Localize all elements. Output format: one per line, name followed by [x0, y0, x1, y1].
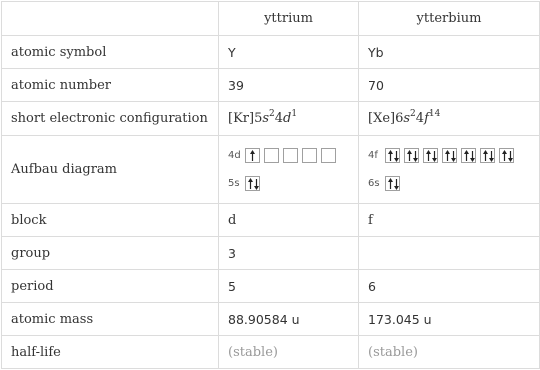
orbital-box: [245, 148, 260, 163]
orbital-box: [283, 148, 298, 163]
spin-up-arrow-icon: [388, 150, 393, 162]
table-row: [2, 204, 540, 237]
orbital-box: [499, 148, 514, 163]
spin-down-arrow-icon: [489, 150, 494, 162]
table-cell: 5: [219, 270, 359, 303]
table-cell: 70: [359, 69, 540, 102]
spin-up-arrow-icon: [483, 150, 488, 162]
config-core: [Xe]: [368, 111, 396, 126]
subshell-row: [368, 145, 530, 167]
subshell-label: 5s: [228, 178, 240, 189]
row-label: half-life: [2, 336, 219, 369]
orbital-box: [461, 148, 476, 163]
aufbau-diagram: [228, 145, 349, 195]
table-cell: [359, 237, 540, 270]
spin-down-arrow-icon: [413, 150, 418, 162]
table-row: [2, 270, 540, 303]
spin-down-arrow-icon: [432, 150, 437, 162]
table-cell: (stable): [219, 336, 359, 369]
subshell-label: 4d: [228, 150, 241, 161]
table-cell: 3: [219, 237, 359, 270]
spin-down-arrow-icon: [508, 150, 513, 162]
table-cell: 173.045 u: [359, 303, 540, 336]
table-cell: d: [219, 204, 359, 237]
row-label: period: [2, 270, 219, 303]
table-cell: f: [359, 204, 540, 237]
row-label: short electronic configuration: [2, 102, 219, 136]
table-row: [2, 102, 540, 136]
spin-down-arrow-icon: [470, 150, 475, 162]
spin-up-arrow-icon: [248, 178, 253, 190]
orbital-box: [480, 148, 495, 163]
config-core: [Kr]: [228, 111, 255, 126]
spin-down-arrow-icon: [394, 150, 399, 162]
table-cell: 6: [359, 270, 540, 303]
row-label: Aufbau diagram: [2, 136, 219, 204]
spin-down-arrow-icon: [451, 150, 456, 162]
spin-up-arrow-icon: [388, 178, 393, 190]
element-comparison-table: [1, 1, 540, 369]
subshell-row: [368, 173, 530, 195]
spin-up-arrow-icon: [426, 150, 431, 162]
orbital-box: [302, 148, 317, 163]
table-row: [2, 69, 540, 102]
table-cell: 39: [219, 69, 359, 102]
table-cell: Y: [219, 36, 359, 69]
spin-up-arrow-icon: [407, 150, 412, 162]
aufbau-cell: [359, 136, 540, 204]
aufbau-diagram: [368, 145, 530, 195]
orbital-box: [245, 176, 260, 191]
orbital-box: [385, 148, 400, 163]
subshell-row: [228, 173, 349, 195]
column-header-yttrium: yttrium: [219, 2, 359, 36]
spin-up-arrow-icon: [502, 150, 507, 162]
spin-down-arrow-icon: [254, 178, 259, 190]
electron-config-cell: $[Kr]5s^24d^1$: [219, 102, 359, 136]
table-row: [2, 237, 540, 270]
column-header-ytterbium: ytterbium: [359, 2, 540, 36]
table-cell: (stable): [359, 336, 540, 369]
corner-header: [2, 2, 219, 36]
aufbau-cell: [219, 136, 359, 204]
electron-config-cell: $[Xe]6s^24f^{14}$: [359, 102, 540, 136]
subshell-label: 4f: [368, 150, 378, 161]
row-label: atomic mass: [2, 303, 219, 336]
orbital-box: [423, 148, 438, 163]
subshell-label: 6s: [368, 178, 380, 189]
orbital-box: [385, 176, 400, 191]
orbital-box: [264, 148, 279, 163]
spin-down-arrow-icon: [394, 178, 399, 190]
spin-up-arrow-icon: [464, 150, 469, 162]
row-label: group: [2, 237, 219, 270]
table-cell: Yb: [359, 36, 540, 69]
orbital-box: [442, 148, 457, 163]
table-row: [2, 303, 540, 336]
header-row: [2, 2, 540, 36]
table-row: [2, 36, 540, 69]
orbital-box: [321, 148, 336, 163]
row-label: atomic number: [2, 69, 219, 102]
table-cell: 88.90584 u: [219, 303, 359, 336]
table-row: [2, 136, 540, 204]
spin-up-arrow-icon: [250, 150, 255, 162]
subshell-row: [228, 145, 349, 167]
row-label: atomic symbol: [2, 36, 219, 69]
orbital-box: [404, 148, 419, 163]
table-row: [2, 336, 540, 369]
spin-up-arrow-icon: [445, 150, 450, 162]
row-label: block: [2, 204, 219, 237]
